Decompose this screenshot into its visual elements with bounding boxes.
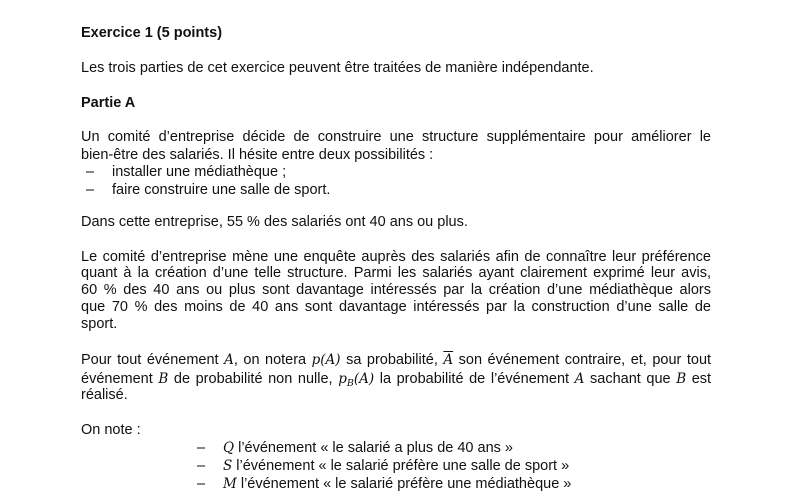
option-text: faire construire une salle de sport.: [112, 182, 331, 198]
event-item: [197, 475, 571, 493]
paragraph-4-line-3: réalisé.: [81, 387, 128, 403]
math-subscript-B: B: [346, 378, 354, 389]
paragraph-1-line-1: Un comité d’entreprise décide de construire une structure supplémentaire pour améliorer le: [81, 129, 711, 145]
p4-text: de probabilité non nulle,: [173, 371, 333, 387]
dash-bullet: –: [197, 476, 206, 492]
paragraph-3-line-1: Le comité d’entreprise mène une enquête auprès des salariés afin de connaître leur préférence: [81, 249, 711, 265]
p4-text: événement: [81, 371, 153, 387]
option-item: [86, 163, 286, 181]
event-text: l’événement « le salarié a plus de 40 ans »: [238, 440, 513, 456]
math-A: A: [574, 371, 585, 387]
paragraph-3-line-3: 60 % des 40 ans ou plus sont davantage intéressés par la création d’une médiathèque alors: [81, 282, 711, 298]
note-label: On note :: [81, 422, 141, 438]
p4-text: sa probabilité,: [346, 352, 438, 368]
paragraph-1-line-2: bien-être des salariés. Il hésite entre deux possibilités :: [81, 147, 434, 163]
p4-text: la probabilité de l’événement: [379, 371, 570, 387]
event-item: [197, 457, 569, 475]
event-text: l’événement « le salarié préfère une médiathèque »: [240, 476, 572, 492]
paragraph-3-line-2: quant à la création d’une telle structure. Parmi les salariés ayant clairement exprimé leur avis,: [81, 265, 711, 281]
intro-text: Les trois parties de cet exercice peuvent être traitées de manière indépendante.: [81, 60, 594, 76]
dash-bullet: –: [197, 458, 206, 474]
math-pB-A: [338, 371, 374, 387]
dash-bullet: –: [197, 440, 206, 456]
math-A: A: [224, 352, 234, 368]
dash-bullet: –: [86, 182, 95, 198]
math-B: B: [676, 371, 687, 387]
dash-bullet: –: [86, 164, 95, 180]
paragraph-4-line-1: [81, 351, 711, 369]
event-item: [197, 439, 513, 457]
event-text: l’événement « le salarié préfère une salle de sport »: [236, 458, 570, 474]
math-B: B: [158, 371, 169, 387]
math-A-bar: $\overline{A}$: [443, 352, 454, 368]
event-symbol: S: [223, 458, 233, 474]
paragraph-3-line-5: sport.: [81, 316, 118, 332]
paragraph-4-line-2: [81, 370, 711, 393]
p4-text: est: [691, 371, 712, 387]
paragraph-2: Dans cette entreprise, 55 % des salariés ont 40 ans ou plus.: [81, 214, 468, 230]
p4-text: son événement contraire, et, pour tout: [458, 352, 712, 368]
p4-text: , on notera: [233, 352, 307, 368]
option-text: installer une médiathèque ;: [112, 164, 287, 180]
option-item: [86, 181, 330, 199]
event-symbol: M: [223, 476, 237, 492]
exercise-title: Exercice 1 (5 points): [81, 25, 223, 41]
part-a-heading: Partie A: [81, 95, 136, 111]
paragraph-3-line-4: que 70 % des moins de 40 ans sont davantage intéressés par la construction d’une salle de: [81, 299, 711, 315]
p4-text: sachant que: [590, 371, 671, 387]
p4-text: Pour tout événement: [81, 352, 219, 368]
math-p: p: [338, 371, 347, 387]
math-A-paren: (A): [353, 371, 375, 387]
math-pA: p(A): [311, 352, 341, 368]
event-symbol: Q: [223, 440, 235, 456]
